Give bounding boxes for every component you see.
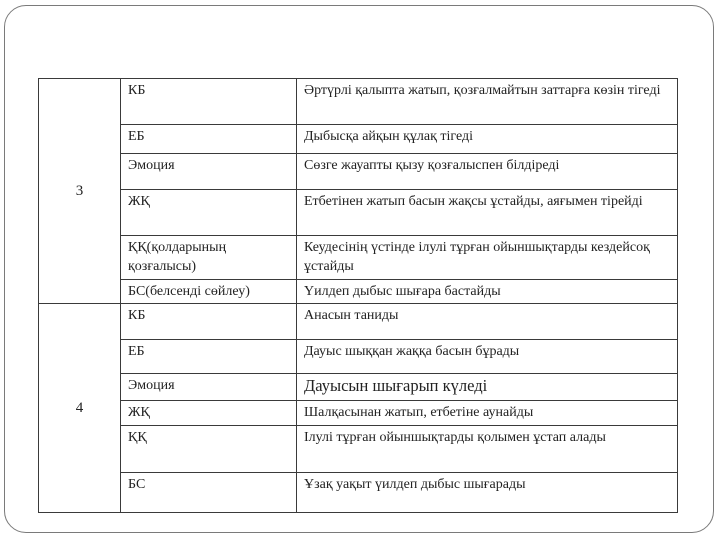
area-cell: БС bbox=[121, 473, 297, 513]
description-cell: Ілулі тұрған ойыншықтарды қолымен ұстап алады bbox=[297, 426, 678, 473]
description-cell: Сөзге жауапты қызу қозғалыспен білдіреді bbox=[297, 154, 678, 190]
area-cell: Эмоция bbox=[121, 154, 297, 190]
table-row bbox=[39, 125, 678, 154]
description-cell: Дауысын шығарып күледі bbox=[297, 374, 678, 401]
table-row bbox=[39, 401, 678, 426]
area-cell: КБ bbox=[121, 79, 297, 125]
table-row bbox=[39, 304, 678, 340]
table-row bbox=[39, 236, 678, 280]
description-cell: Шалқасынан жатып, етбетіне аунайды bbox=[297, 401, 678, 426]
area-cell: ЖҚ bbox=[121, 190, 297, 236]
area-cell: ҚҚ(қолдарының қозғалысы) bbox=[121, 236, 297, 280]
area-cell: ҚҚ bbox=[121, 426, 297, 473]
table-row bbox=[39, 190, 678, 236]
description-cell: Ұзақ уақыт үилдеп дыбыс шығарады bbox=[297, 473, 678, 513]
table-row bbox=[39, 473, 678, 513]
description-cell: Кеудесінің үстінде ілулі тұрған ойыншықтарды кездейсоқ ұстайды bbox=[297, 236, 678, 280]
description-cell: Әртүрлі қалыпта жатып, қозғалмайтын заттарға көзін тігеді bbox=[297, 79, 678, 125]
description-cell: Дауыс шыққан жаққа басын бұрады bbox=[297, 340, 678, 374]
table-row bbox=[39, 426, 678, 473]
table-row bbox=[39, 154, 678, 190]
age-cell: 4 bbox=[39, 304, 121, 513]
description-cell: Үилдеп дыбыс шығара бастайды bbox=[297, 280, 678, 304]
description-cell: Етбетінен жатып басын жақсы ұстайды, аяғымен тірейді bbox=[297, 190, 678, 236]
development-table bbox=[38, 78, 678, 513]
table-row bbox=[39, 280, 678, 304]
table-row bbox=[39, 79, 678, 125]
area-cell: ЖҚ bbox=[121, 401, 297, 426]
area-cell: ЕБ bbox=[121, 340, 297, 374]
table-row bbox=[39, 340, 678, 374]
area-cell: БС(белсенді сөйлеу) bbox=[121, 280, 297, 304]
description-cell: Анасын таниды bbox=[297, 304, 678, 340]
description-cell: Дыбысқа айқын құлақ тігеді bbox=[297, 125, 678, 154]
area-cell: Эмоция bbox=[121, 374, 297, 401]
area-cell: ЕБ bbox=[121, 125, 297, 154]
area-cell: КБ bbox=[121, 304, 297, 340]
table-row bbox=[39, 374, 678, 401]
age-cell: 3 bbox=[39, 79, 121, 304]
